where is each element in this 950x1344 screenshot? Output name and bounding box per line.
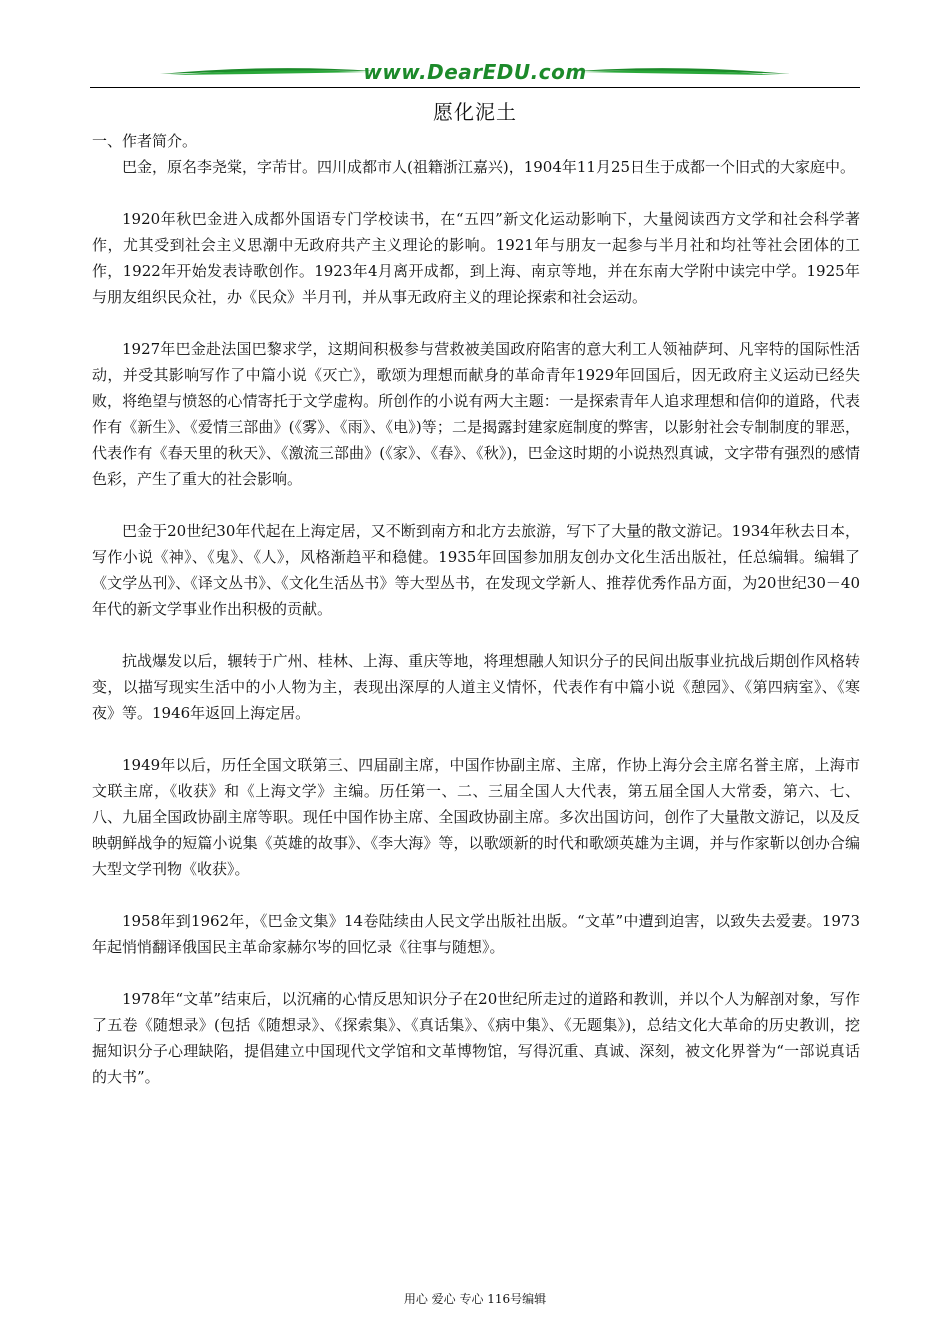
- paragraph: 1920年秋巴金进入成都外国语专门学校读书，在“五四”新文化运动影响下，大量阅读西方文学和社会科学著作，尤其受到社会主义思潮中无政府共产主义理论的影响。1921年与朋友一起参与半月社和均社等社会团体的工作，1922年开始发表诗歌创作。1923年4月离开成都，到上海、南京等地，并在东南大学附中读完中学。1925年与朋友组织民众社，办《民众》半月刊，并从事无政府主义的理论探索和社会运动。: [92, 210, 860, 306]
- paragraph: 1978年“文革”结束后，以沉痛的心情反思知识分子在20世纪所走过的道路和教训，并以个人为解剖对象，写作了五卷《随想录》(包括《随想录》、《探索集》、《真话集》、《病中集》、《无题集》)，总结文化大革命的历史教训，挖掘知识分子心理缺陷，提倡建立中国现代文学馆和文革博物馆，写得沉重、真诚、深刻，被文化界誉为“一部说真话的大书”。: [92, 990, 860, 1086]
- paragraph: 1949年以后，历任全国文联第三、四届副主席，中国作协副主席、主席，作协上海分会主席名誉主席，上海市文联主席，《收获》和《上海文学》主编。历任第一、二、三届全国人大代表，第五届全国人大常委，第六、七、八、九届全国政协副主席等职。现任中国作协主席、全国政协副主席。多次出国访问，创作了大量散文游记，以及反映朝鲜战争的短篇小说集《英雄的故事》、《李大海》等，以歌颂新的时代和歌颂英雄为主调，并与作家靳以创办合编大型文学刊物《收获》。: [92, 756, 860, 878]
- document-body: [92, 128, 860, 1116]
- paragraph: 巴金，原名李尧棠，字芾甘。四川成都市人(祖籍浙江嘉兴)，1904年11月25日生于成都一个旧式的大家庭中。: [122, 158, 856, 176]
- paragraph: 巴金于20世纪30年代起在上海定居，又不断到南方和北方去旅游，写下了大量的散文游记。1934年秋去日本，写作小说《神》、《鬼》、《人》，风格渐趋平和稳健。1935年回国参加朋友创办文化生活出版社，任总编辑。编辑了《文学丛刊》、《译文丛书》、《文化生活丛书》等大型丛书，在发现文学新人、推荐优秀作品方面，为20世纪30－40年代的新文学事业作出积极的贡献。: [92, 522, 860, 618]
- paragraph: 1927年巴金赴法国巴黎求学，这期间积极参与营救被美国政府陷害的意大利工人领袖萨珂、凡宰特的国际性活动，并受其影响写作了中篇小说《灭亡》，歌颂为理想而献身的革命青年1929年回国后，因无政府主义运动已经失败，将绝望与愤怒的心情寄托于文学虚构。所创作的小说有两大主题：一是探索青年人追求理想和信仰的道路，代表作有《新生》、《爱情三部曲》(《雾》、《雨》、《电》)等；二是揭露封建家庭制度的弊害，以影射社会专制制度的罪恶，代表作有《春天里的秋天》、《激流三部曲》(《家》、《春》、《秋》)，巴金这时期的小说热烈真诚，文字带有强烈的感情色彩，产生了重大的社会影响。: [92, 340, 860, 488]
- document-title: 愿化泥土: [433, 100, 517, 124]
- site-brand: www.DearEDU.com: [363, 60, 587, 84]
- paragraph: 1958年到1962年，《巴金文集》14卷陆续由人民文学出版社出版。“文革”中遭到迫害，以致失去爱妻。1973年起悄悄翻译俄国民主革命家赫尔岑的回忆录《往事与随想》。: [92, 912, 860, 956]
- site-header: [90, 58, 860, 90]
- page-footer: 用心 爱心 专心 116号编辑: [403, 1292, 547, 1306]
- header-divider: [90, 87, 860, 88]
- paragraph: 抗战爆发以后，辗转于广州、桂林、上海、重庆等地，将理想融人知识分子的民间出版事业抗战后期创作风格转变，以描写现实生活中的小人物为主，表现出深厚的人道主义情怀，代表作有中篇小说《憩园》、《第四病室》、《寒夜》等。1946年返回上海定居。: [92, 652, 860, 722]
- section-heading: 一、作者简介。: [92, 132, 198, 150]
